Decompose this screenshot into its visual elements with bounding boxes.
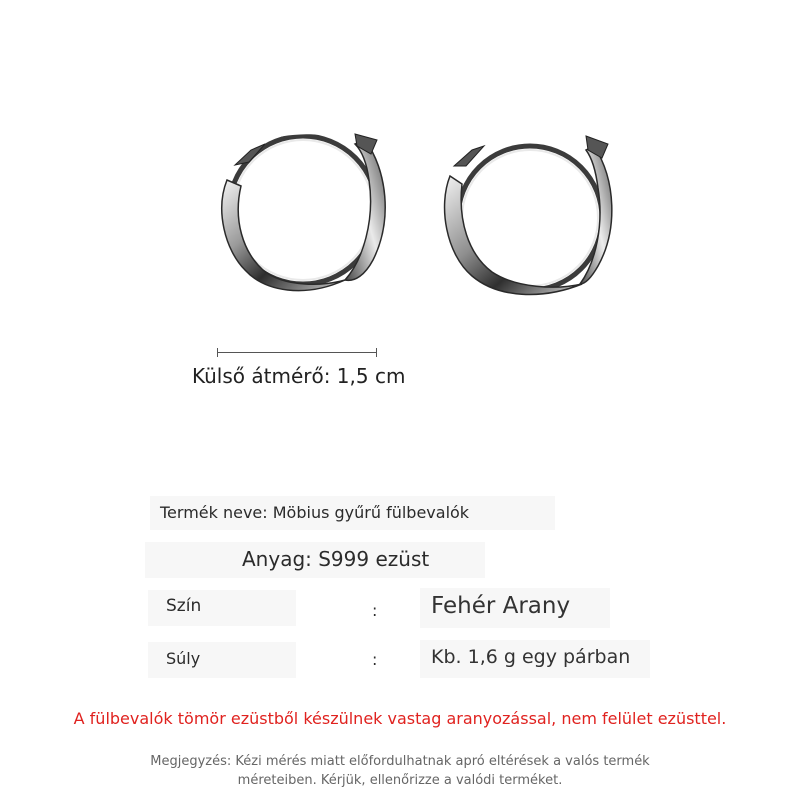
plating-warning: A fülbevalók tömör ezüstből készülnek vastag aranyozással, nem felület ezüsttel.	[73, 709, 727, 728]
color-value: Fehér Arany	[431, 593, 571, 619]
diameter-measure-line	[217, 352, 377, 353]
weight-separator: :	[372, 650, 378, 669]
product-name: Termék neve: Möbius gyűrű fülbevalók	[160, 503, 470, 522]
color-separator: :	[372, 601, 378, 620]
measurement-note: Megjegyzés: Kézi mérés miatt előfordulhatnak apró eltérések a valós termék méreteiben. Kérjük, ellenőrizze a valódi terméket.	[150, 754, 650, 788]
color-label: Szín	[166, 596, 202, 616]
material-spec: Anyag: S999 ezüst	[242, 547, 430, 571]
diameter-label: Külső átmérő: 1,5 cm	[192, 364, 406, 388]
weight-label: Súly	[166, 649, 201, 668]
mobius-earring-left-image	[205, 110, 405, 310]
weight-value: Kb. 1,6 g egy párban	[431, 646, 631, 668]
mobius-earring-right-image	[432, 126, 628, 310]
